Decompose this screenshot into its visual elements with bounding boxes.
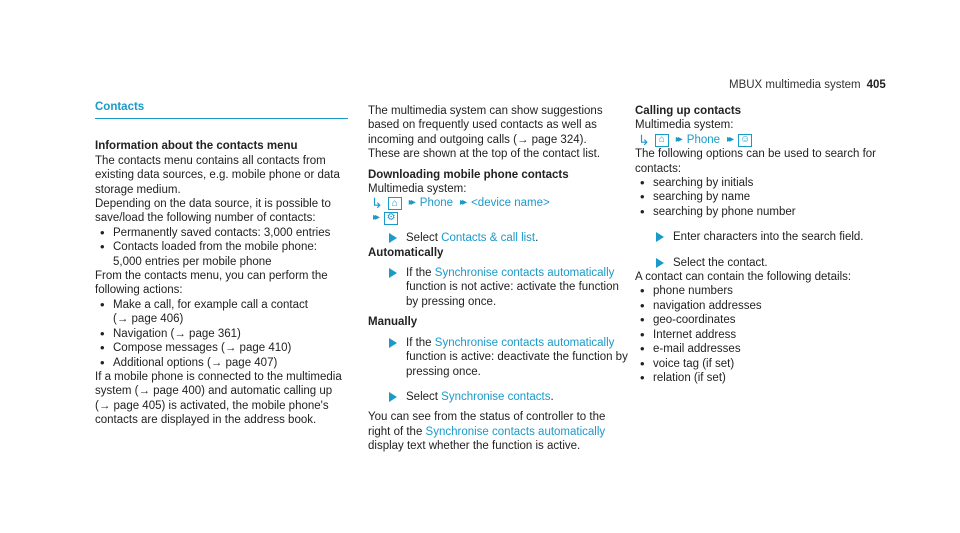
path-hook-icon: ↳	[638, 131, 650, 148]
heading-download: Downloading mobile phone contacts	[368, 168, 569, 181]
step-select-contacts: Select Contacts & call list.	[368, 231, 628, 245]
ms-label: Multimedia system:	[635, 119, 734, 132]
path-hook-icon: ↳	[371, 195, 383, 212]
para-contacts-menu: The contacts menu contains all contacts from existing data sources, e.g. mobile phone or data storage medium.	[95, 154, 340, 196]
heading-automatically: Automatically	[368, 246, 444, 259]
running-header	[729, 78, 909, 92]
step-manual: If the Synchronise contacts automatically function is active: deactivate the function by pressing once.	[368, 336, 628, 379]
para-contact-details: A contact can contain the following details:	[635, 271, 852, 284]
heading-manually: Manually	[368, 316, 418, 329]
option-sync-auto: Synchronise contacts automatically	[434, 267, 615, 280]
step-select-contact: Select the contact.	[635, 256, 895, 270]
arrow-right-icon	[389, 338, 397, 348]
ms-label: Multimedia system:	[368, 183, 467, 196]
double-chevron-icon: ▸▸	[675, 133, 680, 145]
double-chevron-icon: ▸▸	[373, 211, 378, 223]
para-auto-calling: If a mobile phone is connected to the multimedia system (→ page 400) and automatic calling up (→ page 405) is activated, the mobile phone's contacts are displayed in the address book.	[95, 370, 342, 427]
path-device-name: <device name>	[471, 197, 550, 210]
list-item: • geo-coordinates	[635, 313, 895, 327]
heading-calling-up: Calling up contacts	[635, 105, 742, 117]
list-item: • e-mail addresses	[635, 342, 895, 356]
list-actions	[95, 298, 355, 370]
list-item: • searching by initials	[635, 176, 895, 190]
list-item: • phone numbers	[635, 284, 895, 298]
para-data-source: Depending on the data source, it is possible to save/load the following number of contacts:	[95, 198, 331, 225]
list-item: • relation (if set)	[635, 371, 895, 385]
list-item: • Permanently saved contacts: 3,000 entries	[95, 226, 355, 240]
home-icon: ⌂	[388, 197, 402, 210]
double-chevron-icon: ▸▸	[727, 133, 732, 145]
home-icon: ⌂	[655, 134, 669, 147]
page-number: 405	[866, 79, 886, 91]
option-sync-contacts: Synchronise contacts	[441, 390, 551, 403]
list-contact-limits	[95, 226, 355, 269]
list-item: • searching by name	[635, 190, 895, 204]
section-title: Contacts	[95, 100, 348, 119]
step-select-sync: Select Synchronise contacts.	[368, 390, 628, 404]
path-phone: Phone	[419, 197, 454, 210]
list-item: • Additional options (→ page 407)	[95, 356, 355, 370]
column-2	[368, 104, 628, 454]
heading-info: Information about the contacts menu	[95, 140, 298, 153]
list-item: • navigation addresses	[635, 299, 895, 313]
arrow-right-icon	[389, 233, 397, 243]
menu-path	[635, 133, 895, 147]
list-item: • Compose messages (→ page 410)	[95, 341, 355, 355]
column-3	[635, 104, 895, 385]
step-enter-characters: Enter characters into the search field.	[635, 230, 895, 244]
link-contacts-call-list: Contacts & call list	[441, 232, 536, 245]
list-item: • Contacts loaded from the mobile phone: 5,000 entries per mobile phone	[95, 240, 355, 269]
list-contact-details	[635, 284, 895, 385]
gear-icon: ⚙	[384, 212, 398, 225]
chapter-title: MBUX multimedia system	[729, 79, 861, 91]
double-chevron-icon: ▸▸	[460, 197, 465, 209]
list-search-options	[635, 176, 895, 219]
list-item: • searching by phone number	[635, 205, 895, 219]
double-chevron-icon: ▸▸	[408, 197, 413, 209]
list-item: • Make a call, for example call a contact (→ page 406)	[95, 298, 355, 327]
para-suggestions: The multimedia system can show suggestions based on frequently used contacts as well as incoming and outgoing calls (→ page 324). These are shown at the top of the contact list.	[368, 105, 603, 161]
list-item: • Internet address	[635, 328, 895, 342]
option-sync-auto: Synchronise contacts automatically	[434, 336, 615, 349]
menu-path	[368, 196, 628, 210]
column-1	[95, 100, 355, 428]
arrow-right-icon	[656, 258, 664, 268]
para-search-options: The following options can be used to search for contacts:	[635, 148, 877, 175]
path-phone: Phone	[686, 133, 721, 146]
list-item: • voice tag (if set)	[635, 357, 895, 371]
para-actions: From the contacts menu, you can perform the following actions:	[95, 270, 328, 297]
para-controller-status: You can see from the status of controller to the right of the Synchronise contacts automatically display text whether the function is active.	[368, 411, 606, 453]
list-item: • Navigation (→ page 361)	[95, 327, 355, 341]
arrow-right-icon	[389, 268, 397, 278]
step-auto: If the Synchronise contacts automatically function is not active: activate the function by pressing once.	[368, 266, 628, 309]
contacts-icon: ☺	[739, 134, 751, 146]
menu-path-cont	[368, 211, 628, 225]
arrow-right-icon	[389, 392, 397, 402]
arrow-right-icon	[656, 232, 664, 242]
